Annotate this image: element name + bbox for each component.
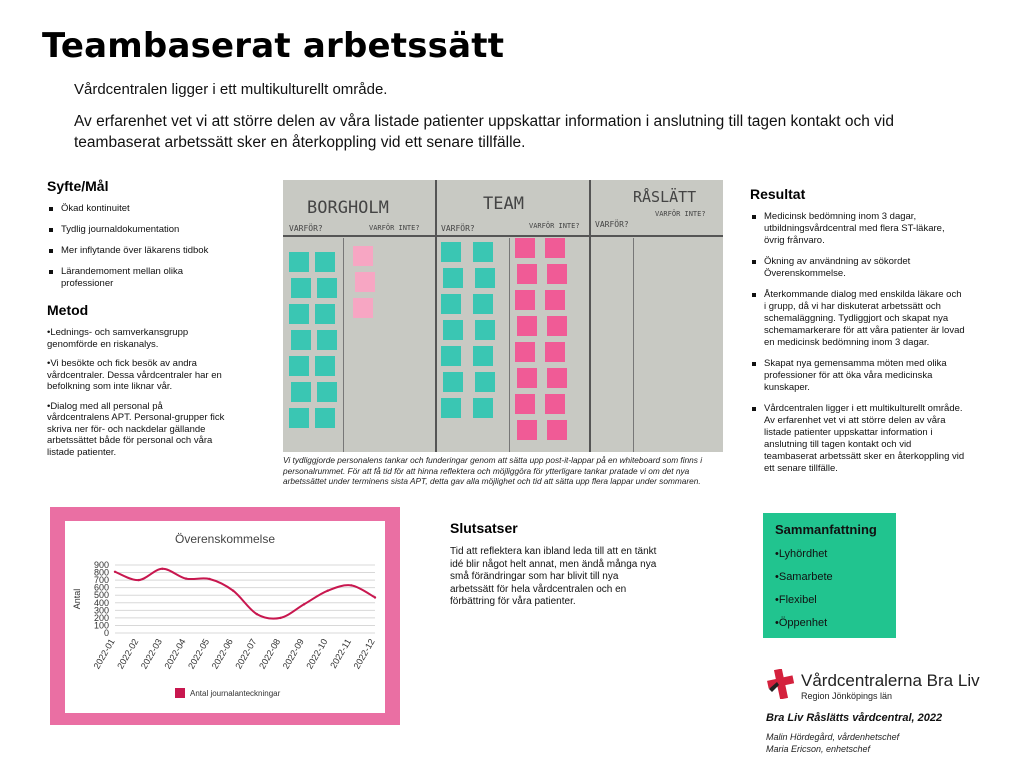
x-tick-label: 2022-08 xyxy=(257,637,283,671)
whiteboard-label-varfor: VARFÖR? xyxy=(441,224,475,233)
summary-box xyxy=(763,513,896,638)
post-it-note xyxy=(547,420,567,440)
resultat-item: Vårdcentralen ligger i ett multikulturellt område. Av erfarenhet vet vi att större delen av våra listade patienter uppskattar information i anslutning till tagen kontakt och vid teambaserat arbetssätt sker en återkoppling vid ett senare tillfälle. xyxy=(750,403,965,475)
y-axis-label: Antal xyxy=(72,588,82,610)
data-point xyxy=(161,568,163,570)
y-tick-label: 400 xyxy=(93,597,109,608)
syfte-item: Lärandemoment mellan olika professioner xyxy=(47,266,211,290)
y-tick-label: 600 xyxy=(93,582,109,593)
metod-paragraph: •Vi besökte och fick besök av andra vårdcentraler. Dessa vårdcentraler har en befolkning som inte liknar vår. xyxy=(47,358,222,392)
post-it-note xyxy=(473,346,493,366)
post-it-note xyxy=(515,342,535,362)
data-point xyxy=(114,571,116,573)
whiteboard-label-varfor-inte: VARFÖR INTE? xyxy=(369,224,420,232)
syfte-item: Ökad kontinuitet xyxy=(47,203,247,215)
legend-label: Antal journalanteckningar xyxy=(190,689,281,698)
y-tick-label: 800 xyxy=(93,567,109,578)
post-it-note xyxy=(317,330,337,350)
y-tick-label: 500 xyxy=(93,590,109,601)
data-point xyxy=(256,613,258,615)
post-it-note xyxy=(353,246,373,266)
summary-item: •Samarbete xyxy=(775,571,833,583)
slutsatser-text: Tid att reflektera kan ibland leda till att en tänkt idé blir något helt annat, men ändå många nya små förändringar som har blivit till nya arbetssätt för hela vårdcentralen och en förbättring för våra patienter. xyxy=(450,546,657,607)
post-it-note xyxy=(515,238,535,258)
post-it-note xyxy=(517,420,537,440)
post-it-note xyxy=(473,398,493,418)
x-tick-label: 2022-10 xyxy=(304,637,330,671)
whiteboard-label-varfor: VARFÖR? xyxy=(595,220,629,229)
line-chart xyxy=(65,521,385,713)
y-tick-label: 200 xyxy=(93,612,109,623)
post-it-note xyxy=(443,268,463,288)
post-it-note xyxy=(547,316,567,336)
resultat-list xyxy=(750,211,965,475)
x-tick-label: 2022-12 xyxy=(351,637,377,671)
data-point xyxy=(185,577,187,579)
resultat-item: Medicinsk bedömning inom 3 dagar, utbildningsvårdcentral med flera ST-läkare, övrig frånvaro. xyxy=(750,211,965,247)
post-it-note xyxy=(517,264,537,284)
data-point xyxy=(208,578,210,580)
bra-liv-logo-icon xyxy=(765,669,797,699)
data-point xyxy=(350,584,352,586)
x-tick-label: 2022-02 xyxy=(115,637,141,671)
post-it-note xyxy=(289,304,309,324)
data-point xyxy=(303,603,305,605)
post-it-note xyxy=(547,264,567,284)
post-it-note xyxy=(443,372,463,392)
whiteboard-label-varfor: VARFÖR? xyxy=(289,224,323,233)
data-point xyxy=(279,617,281,619)
post-it-note xyxy=(473,294,493,314)
post-it-note xyxy=(317,278,337,298)
post-it-note xyxy=(443,320,463,340)
intro-line-1: Vårdcentralen ligger i ett multikulturellt område. xyxy=(74,81,388,98)
summary-title: Sammanfattning xyxy=(775,522,877,537)
data-point xyxy=(327,589,329,591)
resultat-title: Resultat xyxy=(750,186,806,202)
legend-swatch xyxy=(175,688,185,698)
post-it-note xyxy=(475,268,495,288)
x-tick-label: 2022-09 xyxy=(280,637,306,671)
post-it-note xyxy=(545,290,565,310)
metod-title: Metod xyxy=(47,302,89,318)
chart-title: Överenskommelse xyxy=(174,532,276,546)
whiteboard-label-team: TEAM xyxy=(483,194,524,214)
post-it-note xyxy=(517,316,537,336)
series-line xyxy=(115,569,375,619)
post-it-note xyxy=(289,356,309,376)
resultat-section xyxy=(750,186,965,484)
x-tick-label: 2022-06 xyxy=(209,637,235,671)
whiteboard-label-varfor-inte: VARFÖR INTE? xyxy=(529,222,580,230)
logo-name: Vårdcentralerna Bra Liv xyxy=(801,671,980,690)
post-it-note xyxy=(289,408,309,428)
intro-line-2: Av erfarenhet vet vi att större delen av våra listade patienter uppskattar information i anslutning till tagen kontakt och vid teambaserat arbetssätt sker en återkoppling vid ett senare tillfälle. xyxy=(74,113,894,151)
x-tick-label: 2022-07 xyxy=(233,637,259,671)
metod-paragraph: •Dialog med all personal på vårdcentralens APT. Personal-grupper fick skriva ner för- och nackdelar gällande arbetssättet både för personal och våra listade patienter. xyxy=(47,400,225,458)
y-tick-label: 900 xyxy=(93,560,109,570)
whiteboard-label-raslatt: RÅSLÄTT xyxy=(633,188,697,206)
poster-title: Teambaserat arbetssätt xyxy=(42,26,505,66)
post-it-note xyxy=(545,342,565,362)
post-it-note xyxy=(473,242,493,262)
data-point xyxy=(232,589,234,591)
x-tick-label: 2022-04 xyxy=(162,637,188,671)
resultat-item: Återkommande dialog med enskilda läkare och i grupp, då vi har diskuterat arbetssätt och schemaläggning. Tydliggjort och skapat nya schemamarkerare för att våra patienter är lovad en medicinsk bedömning inom 3 dagar. xyxy=(750,289,965,349)
post-it-note xyxy=(353,298,373,318)
x-tick-label: 2022-11 xyxy=(328,637,354,671)
whiteboard-caption: Vi tydliggjorde personalens tankar och funderingar genom att sätta upp post-it-lappar på en whiteboard som finns i personalrummet. För att få tid för att hinna reflektera och möjliggöra för ytterligare tankar pratade vi om det nya arbetssättet under terminens sista APT, detta gav alla möjlighet och tid att sätta upp flera lappar under sommaren. xyxy=(283,455,703,486)
post-it-note xyxy=(545,394,565,414)
metod-paragraph: •Lednings- och samverkansgrupp genomförde en riskanalys. xyxy=(47,327,189,350)
syfte-section xyxy=(47,178,247,299)
slutsatser-section xyxy=(450,520,662,617)
post-it-note xyxy=(545,238,565,258)
y-tick-label: 300 xyxy=(93,605,109,616)
chart-frame xyxy=(50,507,400,725)
post-it-note xyxy=(441,242,461,262)
x-tick-label: 2022-03 xyxy=(138,637,165,671)
post-it-note xyxy=(291,278,311,298)
whiteboard-photo xyxy=(283,180,723,452)
post-it-note xyxy=(291,382,311,402)
post-it-note xyxy=(475,372,495,392)
syfte-title: Syfte/Mål xyxy=(47,178,109,194)
post-it-note xyxy=(517,368,537,388)
footer-unit: Bra Liv Råslätts vårdcentral, 2022 xyxy=(766,712,943,724)
post-it-note xyxy=(317,382,337,402)
post-it-note xyxy=(547,368,567,388)
footer-person-2: Maria Ericson, enhetschef xyxy=(766,744,871,754)
post-it-note xyxy=(515,290,535,310)
syfte-item: Tydlig journaldokumentation xyxy=(47,224,247,236)
y-tick-label: 100 xyxy=(93,620,109,631)
post-it-note xyxy=(315,252,335,272)
logo-region: Region Jönköpings län xyxy=(801,691,893,701)
post-it-note xyxy=(315,408,335,428)
chart-panel xyxy=(65,521,385,713)
post-it-note xyxy=(291,330,311,350)
post-it-note xyxy=(315,356,335,376)
post-it-note xyxy=(441,346,461,366)
y-tick-label: 0 xyxy=(103,628,109,638)
post-it-note xyxy=(441,398,461,418)
metod-section xyxy=(47,302,227,466)
x-tick-label: 2022-05 xyxy=(186,637,212,671)
slutsatser-title: Slutsatser xyxy=(450,520,518,536)
post-it-note xyxy=(515,394,535,414)
post-it-note xyxy=(315,304,335,324)
summary-item: •Lyhördhet xyxy=(775,548,828,560)
data-point xyxy=(137,579,139,581)
post-it-note xyxy=(441,294,461,314)
post-it-note xyxy=(475,320,495,340)
syfte-list xyxy=(47,203,247,290)
whiteboard-label-borgholm: BORGHOLM xyxy=(307,198,389,218)
post-it-note xyxy=(355,272,375,292)
resultat-item: Skapat nya gemensamma möten med olika professioner för att öka våra medicinska kunskaper. xyxy=(750,358,965,394)
syfte-item: Mer inflytande över läkarens tidbok xyxy=(47,245,247,257)
resultat-item: Ökning av användning av sökordet Överenskommelse. xyxy=(750,256,965,280)
y-tick-label: 700 xyxy=(93,575,109,586)
post-it-note xyxy=(289,252,309,272)
whiteboard-label-varfor-inte: VARFÖR INTE? xyxy=(655,210,706,218)
data-point xyxy=(374,596,376,598)
x-tick-label: 2022-01 xyxy=(91,637,117,671)
footer-person-1: Malin Hördegård, vårdenhetschef xyxy=(766,732,900,742)
summary-item: •Flexibel xyxy=(775,594,817,606)
summary-item: •Öppenhet xyxy=(775,617,828,629)
